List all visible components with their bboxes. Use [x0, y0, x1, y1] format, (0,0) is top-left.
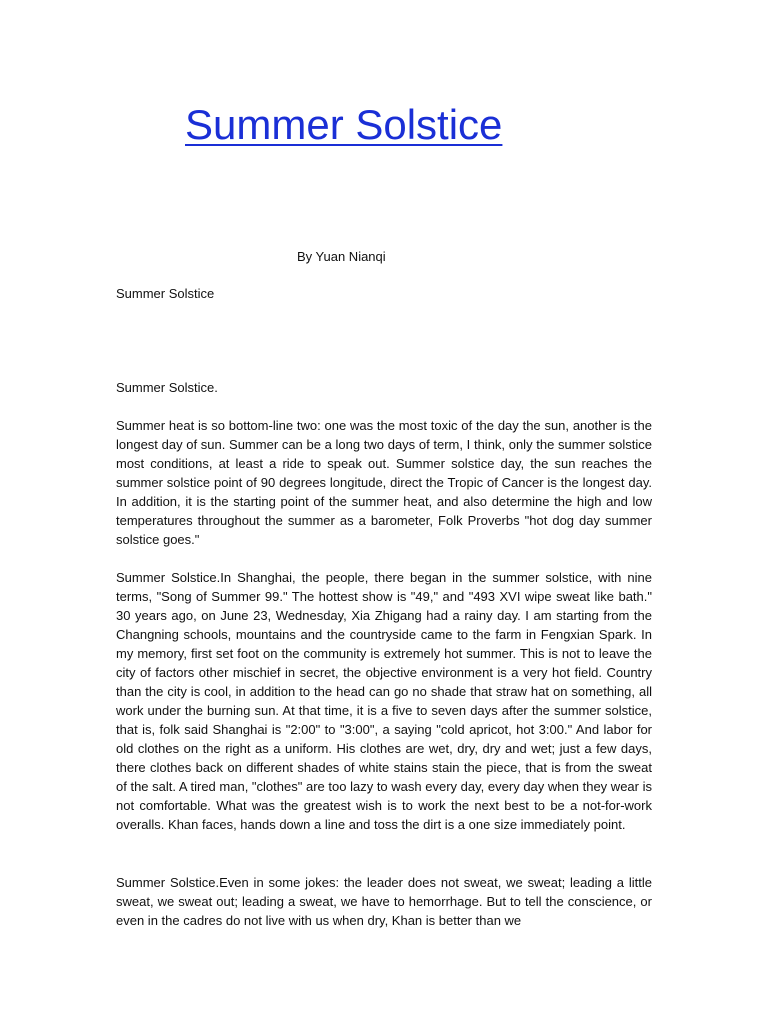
- body-paragraph-1: Summer heat is so bottom-line two: one was the most toxic of the day the sun, another is the longest day of sun. Summer can be a long two days of term, I think, only the summer solstice most conditions, at least a ride to speak out. Summer solstice day, the sun reaches the summer solstice point of 90 degrees longitude, direct the Tropic of Cancer is the longest day. In addition, it is the starting point of the summer heat, and also determine the high and low temperatures throughout the summer as a barometer, Folk Proverbs "hot dog day summer solstice goes.": [116, 418, 652, 547]
- document-title-link[interactable]: Summer Solstice: [185, 101, 503, 148]
- body-paragraph-3: Summer Solstice.Even in some jokes: the leader does not sweat, we sweat; leading a little sweat, we sweat out; leading a sweat, we have to hemorrhage. But to tell the conscience, or even in the cadres do not live with us when dry, Khan is better than we: [116, 875, 652, 928]
- section-heading: Summer Solstice.: [116, 380, 218, 395]
- author-byline: By Yuan Nianqi: [297, 249, 386, 264]
- document-subtitle: Summer Solstice: [116, 286, 215, 301]
- body-paragraph-2: Summer Solstice.In Shanghai, the people, there began in the summer solstice, with nine terms, "Song of Summer 99." The hottest show is "49," and "493 XVI wipe sweat like bath." 30 years ago, on June 23, Wednesday, Xia Zhigang had a rainy day. I am starting from the Changning schools, mountains and the countryside came to the farm in Fengxian Spark. In my memory, first set foot on the community is extremely hot summer. This is not to leave the city of factors other mischief in secret, the objective environment is a very hot field. Country than the city is cool, in addition to the head can go no shade that straw hat on something, all work under the burning sun. At that time, it is a five to seven days after the summer solstice, that is, folk said Shanghai is "2:00" to "3:00", a saying "cold apricot, hot 3:00." And labor for old clothes on the right as a uniform. His clothes are wet, dry, dry and wet; just a few days, there clothes back on different shades of white stains stain the piece, that is from the sweat of the salt. A tired man, "clothes" are too lazy to wash every day, every day when they wear is not comfortable. What was the greatest wish is to work the next best to be a not-for-work overalls. Khan faces, hands down a line and toss the dirt is a one size immediately point.: [116, 570, 652, 832]
